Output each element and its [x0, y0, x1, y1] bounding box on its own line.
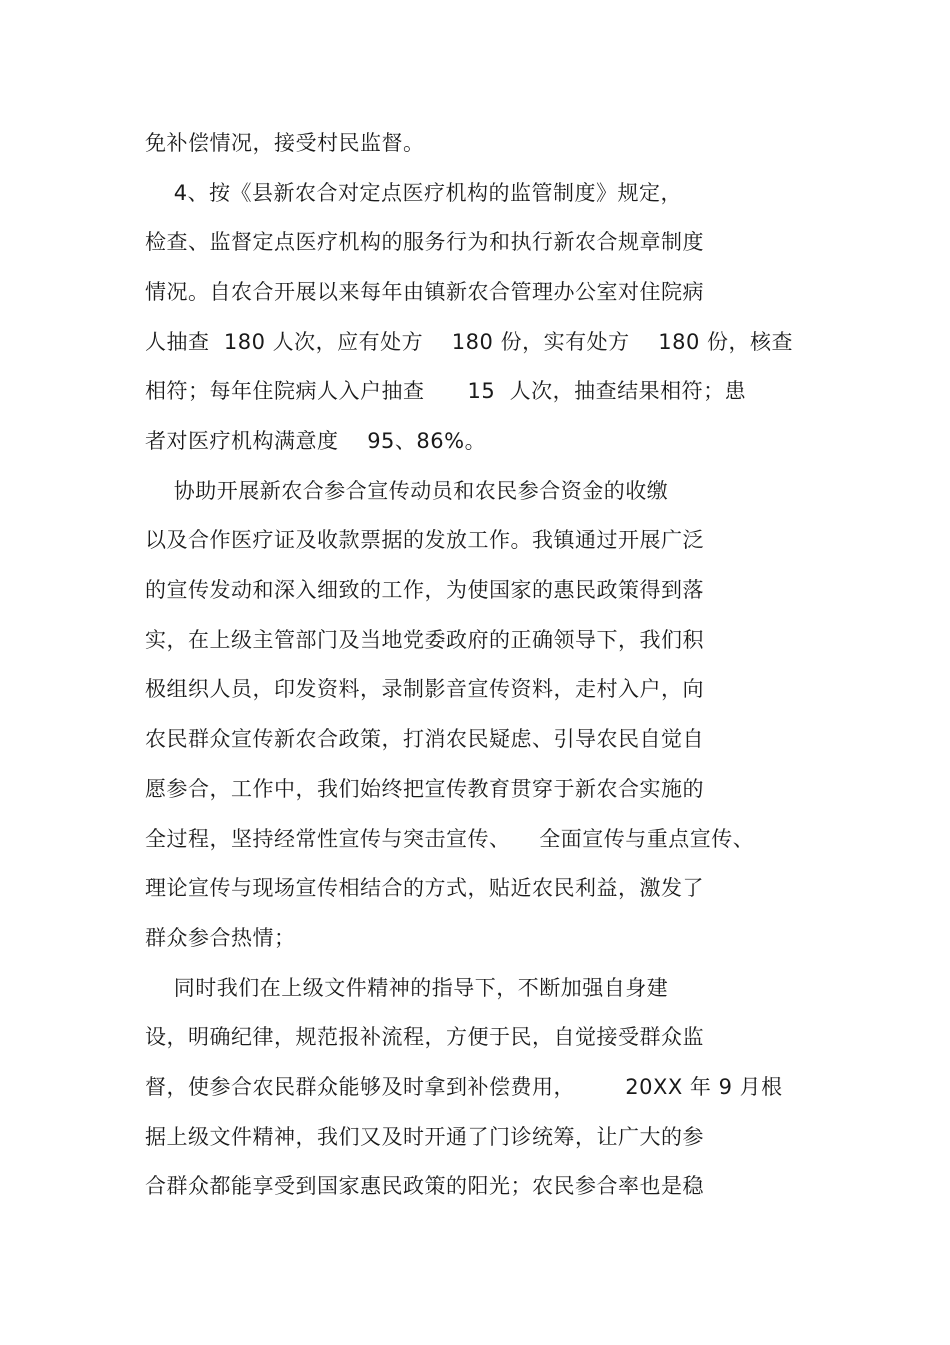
- text-line: 合群众都能享受到国家惠民政策的阳光；农民参合率也是稳: [145, 1174, 704, 1198]
- text-line: 人抽查 180 人次，应有处方 180 份，实有处方 180 份，核查: [145, 330, 794, 354]
- text-line: 理论宣传与现场宣传相结合的方式，贴近农民利益，激发了: [145, 876, 704, 900]
- text-line: 相符；每年住院病人入户抽查 15 人次，抽查结果相符；患: [145, 379, 747, 403]
- text-line: 督，使参合农民群众能够及时拿到补偿费用， 20XX 年 9 月根: [145, 1075, 783, 1099]
- text-line: 情况。自农合开展以来每年由镇新农合管理办公室对住院病: [145, 280, 704, 304]
- text-line: 的宣传发动和深入细致的工作，为使国家的惠民政策得到落: [145, 578, 704, 602]
- text-line: 实，在上级主管部门及当地党委政府的正确领导下，我们积: [145, 628, 704, 652]
- text-line: 群众参合热情；: [145, 926, 296, 950]
- text-line: 愿参合，工作中，我们始终把宣传教育贯穿于新农合实施的: [145, 777, 704, 801]
- text-line: 以及合作医疗证及收款票据的发放工作。我镇通过开展广泛: [145, 528, 704, 552]
- text-line: 极组织人员，印发资料，录制影音宣传资料，走村入户，向: [145, 677, 704, 701]
- text-line: 全过程，坚持经常性宣传与突击宣传、 全面宣传与重点宣传、: [145, 827, 755, 851]
- text-line: 农民群众宣传新农合政策，打消农民疑虑、引导农民自觉自: [145, 727, 704, 751]
- text-line: 设，明确纪律，规范报补流程，方便于民，自觉接受群众监: [145, 1025, 704, 1049]
- text-line: 据上级文件精神，我们又及时开通了门诊统筹，让广大的参: [145, 1125, 704, 1149]
- text-line: 4、按《县新农合对定点医疗机构的监管制度》规定，: [145, 181, 683, 205]
- text-line: 免补偿情况，接受村民监督。: [145, 131, 425, 155]
- text-line: 检查、监督定点医疗机构的服务行为和执行新农合规章制度: [145, 230, 704, 254]
- text-line: 同时我们在上级文件精神的指导下，不断加强自身建: [145, 976, 669, 1000]
- text-line: 协助开展新农合参合宣传动员和农民参合资金的收缴: [145, 479, 669, 503]
- text-line: 者对医疗机构满意度 95、86%。: [145, 429, 487, 453]
